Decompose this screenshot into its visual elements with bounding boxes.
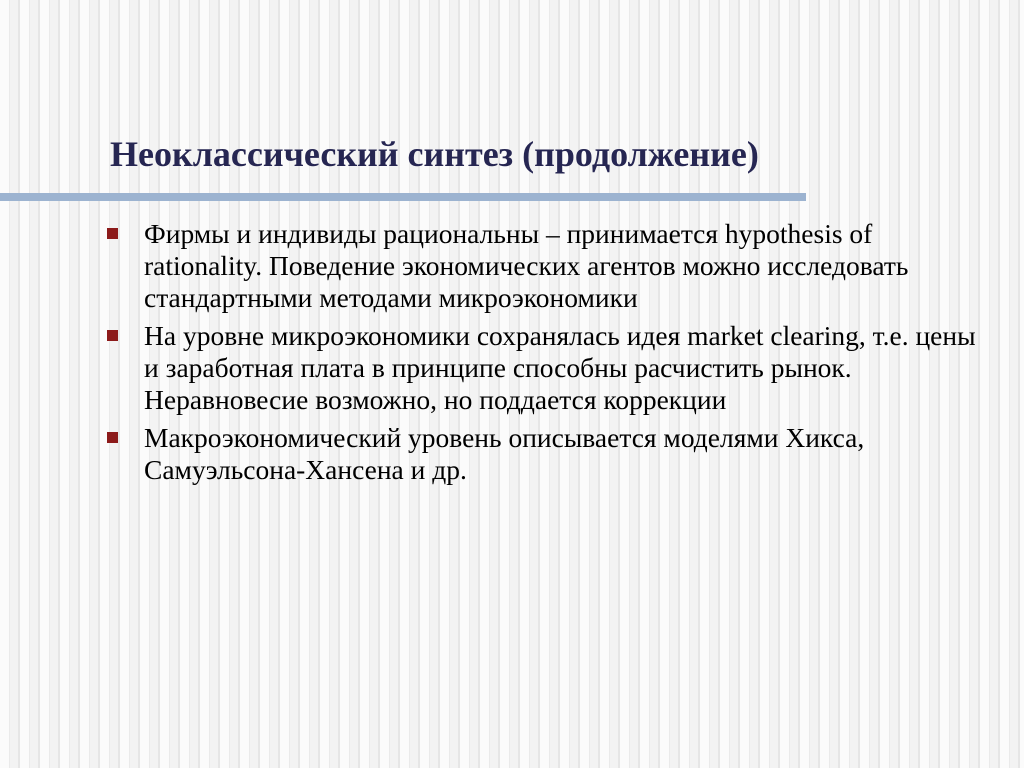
bullet-item: [106, 320, 996, 416]
slide-title: Неоклассический синтез (продолжение): [110, 134, 759, 174]
bullet-text: Макроэкономический уровень описывается моделями Хикса, Самуэльсона-Хансена и др.: [144, 422, 865, 485]
square-bullet-icon: [107, 432, 118, 443]
bullet-item: [106, 218, 996, 314]
square-bullet-icon: [107, 228, 118, 239]
bullet-item: [106, 422, 996, 486]
bullet-text: На уровне микроэкономики сохранялась идея market clearing, т.е. цены и заработная плата в принципе способны расчистить рынок. Неравновесие возможно, но поддается коррекции: [144, 320, 976, 415]
square-bullet-icon: [107, 330, 118, 341]
title-underline: [0, 193, 806, 201]
bullet-text: Фирмы и индивиды рациональны – принимается hypothesis of rationality. Поведение экономических агентов можно исследовать стандартными методами микроэкономики: [144, 218, 909, 313]
bullet-list: [106, 218, 996, 492]
